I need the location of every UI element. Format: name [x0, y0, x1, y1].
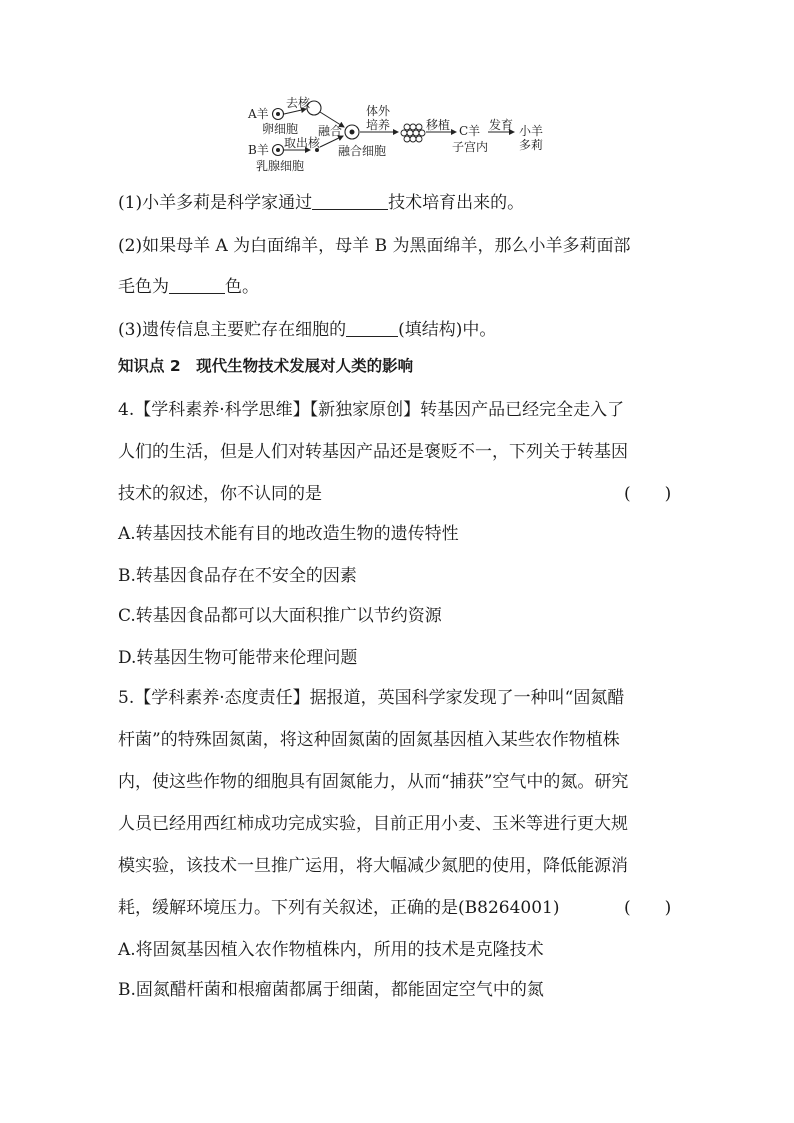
q5-line5: 模实验，该技术一旦推广运用，将大幅减少氮肥的使用，降低能源消 — [118, 856, 628, 876]
label-result-1: 小羊 — [519, 124, 544, 138]
label-culture-2: 培养 — [366, 118, 391, 132]
label-develop: 发育 — [489, 118, 514, 132]
q5-option-a[interactable]: A.将固氮基因植入农作物植株内，所用的技术是克隆技术 — [118, 940, 544, 960]
section-heading: 知识点 2 现代生物技术发展对人类的影响 — [118, 357, 414, 375]
q5-line3: 内，使这些作物的细胞具有固氮能力，从而“捕获”空气中的氮。研究 — [118, 772, 629, 792]
q5-line1: 5.【学科素养·态度责任】据报道，英国科学家发现了一种叫“固氮醋 — [118, 688, 625, 708]
embryo-icon — [401, 124, 425, 142]
label-fused-cell: 融合细胞 — [338, 144, 387, 158]
q4-option-a[interactable]: A.转基因技术能有目的地改造生物的遗传特性 — [118, 524, 459, 544]
q4-line3: 技术的叙述，你不认同的是 — [118, 484, 322, 504]
q5-line6: 耗，缓解环境压力。下列有关叙述，正确的是(B8264001) — [118, 898, 560, 918]
q4-option-c[interactable]: C.转基因食品都可以大面积推广以节约资源 — [118, 606, 442, 626]
cloning-diagram — [240, 94, 560, 180]
q3-sub2-line1: (2)如果母羊 A 为白面绵羊，母羊 B 为黑面绵羊，那么小羊多莉面部 — [118, 236, 631, 256]
answer-blank-1[interactable] — [312, 191, 388, 210]
label-c-uterus: 子宫内 — [452, 140, 489, 154]
label-result-2: 多莉 — [519, 138, 544, 152]
answer-blank-3[interactable] — [346, 318, 398, 337]
q5-line2: 杆菌”的特殊固氮菌，将这种固氮菌的固氮基因植入某些农作物植株 — [118, 730, 620, 750]
q4-answer-paren[interactable]: ( ) — [624, 484, 672, 504]
answer-blank-2[interactable] — [169, 275, 225, 294]
label-transplant: 移植 — [426, 118, 451, 132]
q4-line2: 人们的生活，但是人们对转基因产品还是褒贬不一，下列关于转基因 — [118, 442, 628, 462]
label-b-sheep: B羊 — [248, 143, 269, 157]
q3-sub1: (1)小羊多莉是科学家通过 技术培育出来的。 — [118, 193, 525, 213]
q4-line1: 4.【学科素养·科学思维】【新独家原创】转基因产品已经完全走入了 — [118, 400, 625, 420]
label-egg-cell: 卵细胞 — [262, 122, 299, 136]
label-fusion: 融合 — [318, 124, 343, 138]
q5-option-b[interactable]: B.固氮醋杆菌和根瘤菌都属于细菌，都能固定空气中的氮 — [118, 980, 544, 1000]
q3-sub2-line2: 毛色为 色。 — [118, 277, 259, 297]
label-culture-1: 体外 — [366, 104, 391, 118]
label-take-nucleus: 取出核 — [284, 136, 321, 150]
label-c-sheep: C羊 — [459, 124, 481, 138]
q4-option-b[interactable]: B.转基因食品存在不安全的因素 — [118, 566, 357, 586]
q3-sub3: (3)遗传信息主要贮存在细胞的 (填结构)中。 — [118, 320, 497, 340]
q4-option-d[interactable]: D.转基因生物可能带来伦理问题 — [118, 648, 358, 668]
label-remove-nucleus: 去核 — [286, 96, 311, 110]
q5-line4: 人员已经用西红柿成功完成实验，目前正用小麦、玉米等进行更大规 — [118, 814, 628, 834]
label-a-sheep: A羊 — [248, 107, 269, 121]
q5-answer-paren[interactable]: ( ) — [624, 898, 672, 918]
label-mammary-cell: 乳腺细胞 — [256, 159, 305, 173]
